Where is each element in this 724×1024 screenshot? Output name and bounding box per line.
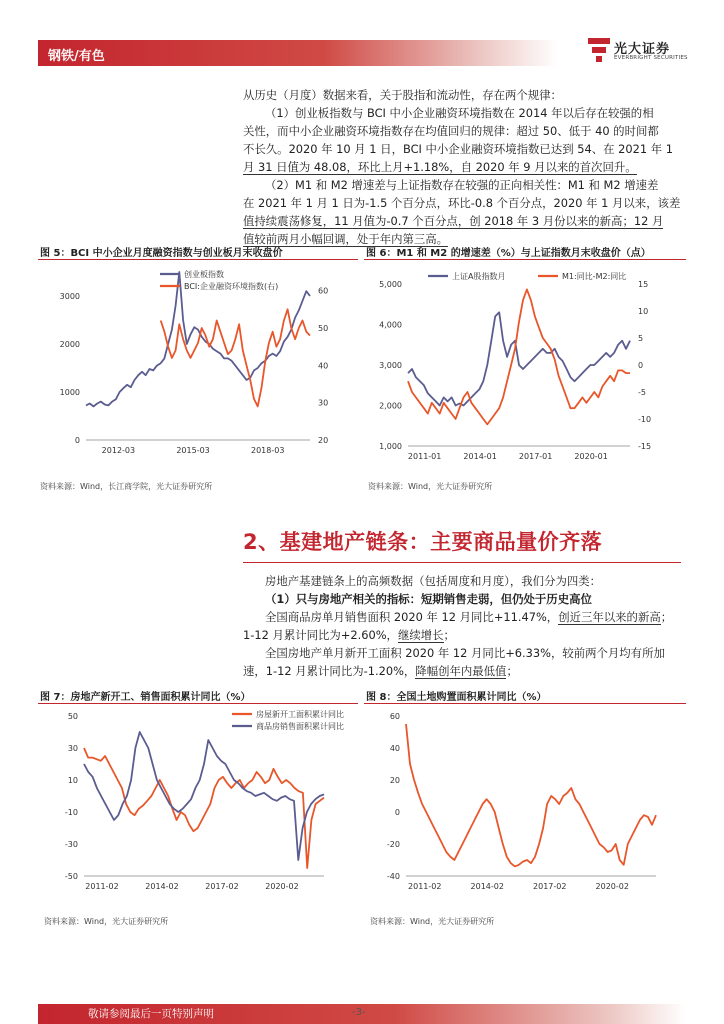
y-left-tick-label: 30 xyxy=(67,744,78,753)
y-left-tick-label: 0 xyxy=(74,436,80,445)
x-tick-label: 2020-01 xyxy=(574,452,608,461)
x-tick-label: 2011-01 xyxy=(407,452,442,461)
legend-label: 商品房销售面积累计同比 xyxy=(256,722,344,731)
para2-line3b: 创近三年以来的新高 xyxy=(558,610,661,624)
y-right-tick-label: 10 xyxy=(638,307,649,316)
section-rule xyxy=(243,562,681,563)
fig5-title-rule xyxy=(38,259,358,260)
para2-line1: 房地产基建链条上的高频数据（包括周度和月度），我们分为四类： xyxy=(265,574,602,588)
fig8-title-rule xyxy=(364,703,686,704)
y-left-tick-label: 5,000 xyxy=(379,280,402,289)
y-left-tick-label: 3000 xyxy=(59,292,80,301)
x-tick-label: 2011-02 xyxy=(85,882,119,891)
legend-label: M1:同比-M2:同比 xyxy=(562,272,627,281)
y-right-tick-label: 50 xyxy=(318,324,329,333)
y-right-tick-label: -15 xyxy=(638,442,652,451)
fig6-title-rule xyxy=(364,259,686,260)
legend-label: BCI:企业融资环境指数(右) xyxy=(184,282,279,291)
x-tick-label: 2015-03 xyxy=(176,446,210,455)
y-left-tick-label: -30 xyxy=(64,840,78,849)
para1-line7: 值持续震荡修复，11 月值为-0.7 个百分点，创 2018 年 3 月份以来的新高；12 月 xyxy=(243,214,664,228)
para1-line8: 值较前两月小幅回调，处于年内第三高。 xyxy=(243,232,449,246)
para1-line5: （2）M1 和 M2 增速差与上证指数存在较强的正向相关性：M1 和 M2 增速差 xyxy=(265,178,659,192)
fig6-chart xyxy=(366,262,686,467)
y-right-tick-label: 15 xyxy=(638,280,649,289)
y-left-tick-label: 20 xyxy=(389,776,400,785)
brand-logo xyxy=(588,36,688,66)
y-left-tick-label: 3,000 xyxy=(379,361,402,370)
para1-line4: 月 31 日值为 48.08，环比上月+1.18%，自 2020 年 9 月以来的首次回升。 xyxy=(243,160,637,174)
para2-line6b: 降幅创年内最低值 xyxy=(415,664,507,678)
para-index-liquidity xyxy=(243,86,681,248)
logo-text-en: EVERBRIGHT SECURITIES xyxy=(614,55,688,61)
fig7-chart xyxy=(40,706,360,898)
fig6-title: 图 6：M1 和 M2 的增速差（%）与上证指数月末收盘价（点） xyxy=(366,248,651,259)
y-left-tick-label: 4,000 xyxy=(379,320,402,330)
y-right-tick-label: 20 xyxy=(318,436,329,445)
para1-line3: 不长久。2020 年 10 月 1 日，BCI 中小企业融资环境指数已达到 54、在 2021 年 1 xyxy=(243,142,673,156)
para2-line6c: ； xyxy=(506,664,518,678)
fig6-source: 资料来源：Wind，光大证券研究所 xyxy=(368,482,493,491)
para1-line6: 在 2021 年 1 月 1 日为-1.5 个百分点，环比-0.8 个百分点，2020 年 1 月以来，该差 xyxy=(243,196,681,210)
x-tick-label: 2020-02 xyxy=(595,882,629,891)
fig8-source: 资料来源：Wind，光大证券研究所 xyxy=(370,917,495,926)
x-tick-label: 2012-03 xyxy=(101,446,136,455)
header-category: 钢铁/有色 xyxy=(48,49,105,64)
x-tick-label: 2020-02 xyxy=(265,882,299,891)
para2-line6a: 速，1-12 月累计同比为-1.20%， xyxy=(243,664,416,678)
fig7-title-rule xyxy=(38,703,358,704)
x-tick-label: 2014-01 xyxy=(463,452,497,461)
y-left-tick-label: 0 xyxy=(394,808,400,817)
y-left-tick-label: -20 xyxy=(386,840,400,849)
para2-line4c: ； xyxy=(443,628,455,642)
y-left-tick-label: -10 xyxy=(64,808,78,817)
y-left-tick-label: 2000 xyxy=(59,340,80,349)
footer-disclaimer: 敬请参阅最后一页特别声明 xyxy=(88,1008,214,1020)
x-tick-label: 2017-01 xyxy=(518,452,553,461)
y-right-tick-label: 5 xyxy=(638,334,644,343)
legend-label: 创业板指数 xyxy=(184,270,224,279)
fig7-title: 图 7：房地产新开工、销售面积累计同比（%） xyxy=(40,692,251,703)
y-right-tick-label: 40 xyxy=(318,361,329,371)
x-tick-label: 2017-02 xyxy=(205,882,239,891)
series-line-1 xyxy=(84,732,324,860)
para-real-estate xyxy=(243,572,681,680)
fig5-chart xyxy=(40,262,360,467)
x-tick-label: 2014-02 xyxy=(470,882,504,891)
y-left-tick-label: 1,000 xyxy=(379,442,402,451)
y-left-tick-label: 40 xyxy=(389,744,400,753)
fig5-source: 资料来源：Wind，长江商学院，光大证券研究所 xyxy=(40,482,213,491)
y-right-tick-label: 30 xyxy=(318,398,329,408)
x-tick-label: 2014-02 xyxy=(145,882,179,891)
x-tick-label: 2018-03 xyxy=(251,446,285,455)
fig8-chart xyxy=(366,706,686,898)
para2-line3a: 全国商品房单月销售面积 2020 年 12 月同比+11.47%， xyxy=(265,610,559,624)
y-left-tick-label: 60 xyxy=(389,712,400,721)
y-right-tick-label: 0 xyxy=(638,361,644,370)
logo-text-cn: 光大证券 xyxy=(614,42,671,57)
para1-line2: 关性，而中小企业融资环境指数存在均值回归的规律：超过 50、低于 40 的时间都 xyxy=(243,124,659,138)
section-title: 2、基建地产链条：主要商品量价齐落 xyxy=(243,530,603,554)
para1-intro: 从历史（月度）数据来看，关于股指和流动性，存在两个规律： xyxy=(243,88,562,102)
y-left-tick-label: -40 xyxy=(386,872,400,881)
header-bar xyxy=(38,40,558,66)
para2-line5: 全国房地产单月新开工面积 2020 年 12 月同比+6.33%，较前两个月均有所加 xyxy=(265,646,665,660)
page-number: -3- xyxy=(352,1007,366,1018)
fig7-source: 资料来源：Wind，光大证券研究所 xyxy=(44,917,169,926)
para2-line3c: ； xyxy=(660,610,673,624)
y-right-tick-label: -10 xyxy=(638,415,652,424)
x-tick-label: 2011-02 xyxy=(408,882,442,891)
legend-label: 上证A股指数月 xyxy=(452,272,506,281)
y-left-tick-label: 2,000 xyxy=(379,401,402,411)
para2-line4b: 继续增长 xyxy=(397,628,444,642)
legend-label: 房屋新开工面积累计同比 xyxy=(256,710,344,719)
y-left-tick-label: 50 xyxy=(67,712,78,721)
para1-line1: （1）创业板指数与 BCI 中小企业融资环境指数在 2014 年以后存在较强的相 xyxy=(265,106,654,120)
y-left-tick-label: 10 xyxy=(67,776,78,785)
series-line-0 xyxy=(406,724,656,866)
x-tick-label: 2017-02 xyxy=(533,882,567,891)
fig8-title: 图 8：全国土地购置面积累计同比（%） xyxy=(366,692,547,703)
logo-mark-icon xyxy=(588,38,610,62)
y-left-tick-label: -50 xyxy=(64,872,78,881)
y-left-tick-label: 1000 xyxy=(59,388,80,397)
y-right-tick-label: -5 xyxy=(638,388,646,397)
fig5-title: 图 5：BCI 中小企业月度融资指数与创业板月末收盘价 xyxy=(40,248,283,259)
para2-line4a: 1-12 月累计同比为+2.60%， xyxy=(243,628,398,642)
para2-line2: （1）只与房地产相关的指标：短期销售走弱，但仍处于历史高位 xyxy=(265,592,592,606)
y-right-tick-label: 60 xyxy=(318,286,329,296)
